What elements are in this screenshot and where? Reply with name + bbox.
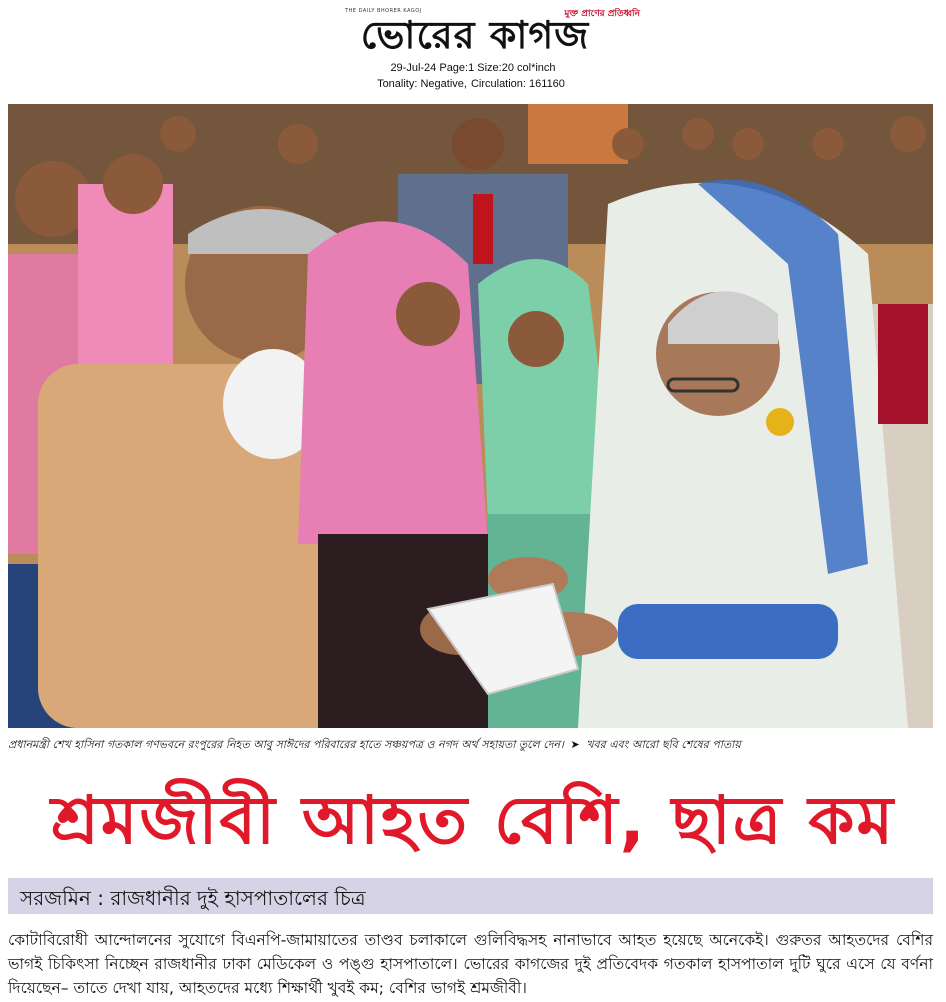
masthead bbox=[0, 0, 946, 100]
kicker-text: সরজমিন : রাজধানীর দুই হাসপাতালের চিত্র bbox=[20, 886, 366, 910]
newspaper-logo: ভোরের কাগজ bbox=[360, 13, 590, 57]
tonality-label: Tonality: Negative, bbox=[377, 78, 467, 90]
circulation-label: Circulation: 161160 bbox=[470, 78, 565, 90]
ornate-screen bbox=[528, 104, 628, 164]
news-photo-icon bbox=[8, 104, 933, 728]
caption-text: প্রধানমন্ত্রী শেখ হাসিনা গতকাল গণভবনে রংপুরের নিহত আবু সাঈদের পরিবারের হাতে সঞ্চয়পত্র ও নগদ অর্থ সহায়তা তুলে দেন। bbox=[8, 738, 564, 751]
masthead-tagline: মুক্ত প্রাণের প্রতিধ্বনি bbox=[564, 9, 640, 19]
clip-meta-date: 29-Jul-24 Page:1 Size:20 col*inch bbox=[390, 62, 556, 74]
kicker-band bbox=[8, 878, 933, 914]
main-headline: শ্রমজীবী আহত বেশি, ছাত্র কম bbox=[50, 782, 896, 859]
arrow-icon: ➤ bbox=[570, 738, 580, 751]
english-name: THE DAILY BHORER KAGOJ bbox=[345, 8, 422, 14]
news-photo bbox=[8, 104, 933, 728]
photo-caption bbox=[8, 736, 933, 755]
article-lead: কোটাবিরোধী আন্দোলনের সুযোগে বিএনপি-জামায়াতের তাণ্ডব চলাকালে গুলিবিদ্ধসহ নানাভাবে আহত হয়েছে অনেকেই। গুরুতর আহতদের বেশির ভাগই চিকিৎসা নিচ্ছেন রাজধানীর ঢাকা মেডিকেল ও পঙ্গু হাসপাতালে। ভোরের কাগজের দুই প্রতিবেদক গতকাল হাসপাতাল দুটি ঘুরে এসে যে বর্ণনা দিয়েছেন– তাতে দেখা যায়, আহতদের মধ্যে শিক্ষার্থী খুবই কম; বেশির ভাগই শ্রমজীবী। bbox=[8, 931, 933, 997]
caption-more-link: খবর এবং আরো ছবি শেষের পাতায় bbox=[586, 738, 741, 751]
clip-meta-tonality bbox=[0, 78, 946, 90]
